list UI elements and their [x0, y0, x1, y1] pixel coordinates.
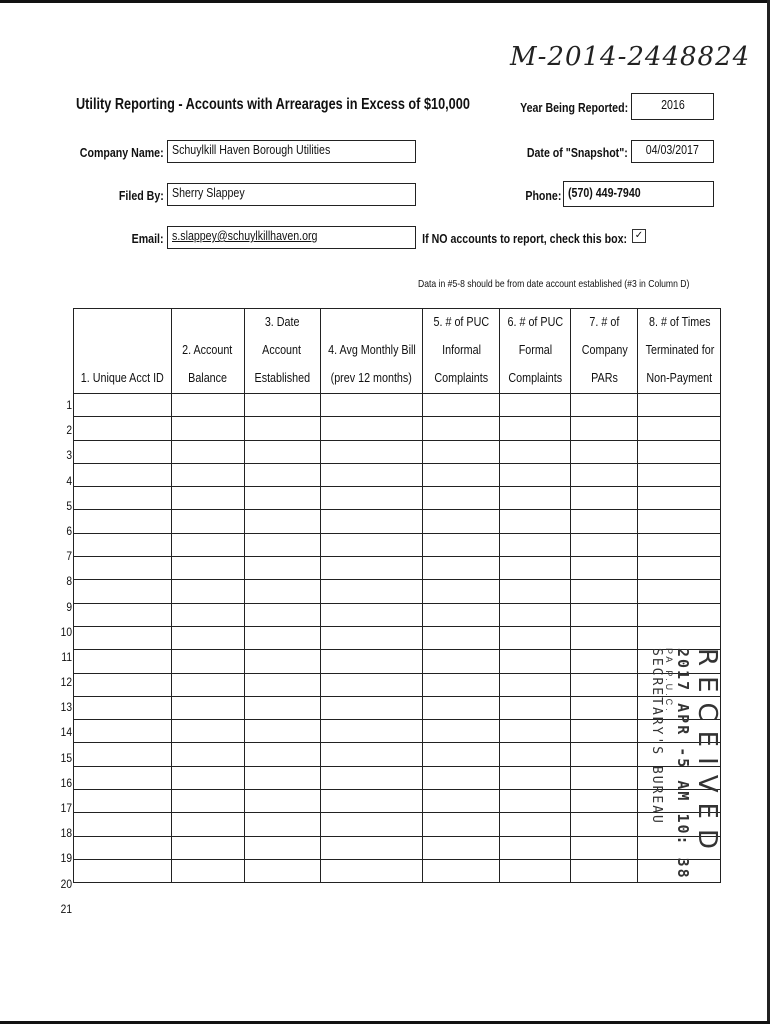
table-cell[interactable] [571, 626, 638, 649]
table-cell[interactable] [171, 463, 244, 486]
table-row [74, 557, 721, 580]
column-header-line: 7. # of [589, 315, 620, 329]
handwritten-docket-number: M-2014-2448824 [510, 42, 751, 72]
table-cell[interactable] [171, 394, 244, 417]
table-cell[interactable] [500, 557, 571, 580]
row-number: 19 [60, 851, 72, 866]
row-number: 4 [66, 473, 72, 488]
row-number: 21 [60, 901, 72, 916]
column-header-1 [74, 309, 172, 394]
row-number: 20 [60, 876, 72, 891]
table-cell[interactable] [638, 626, 721, 649]
table-cell[interactable] [244, 394, 320, 417]
table-cell[interactable] [320, 463, 423, 486]
table-cell[interactable] [423, 557, 500, 580]
table-cell[interactable] [320, 510, 423, 533]
table-cell[interactable] [74, 603, 172, 626]
table-cell[interactable] [571, 603, 638, 626]
row-number: 12 [60, 675, 72, 690]
table-cell[interactable] [423, 463, 500, 486]
company-name-field[interactable]: Schuylkill Haven Borough Utilities [167, 140, 416, 163]
column-header-line: 4. Avg Monthly Bill [327, 343, 416, 357]
year-field[interactable]: 2016 [631, 93, 714, 120]
table-cell[interactable] [500, 790, 571, 813]
table-cell[interactable] [320, 743, 423, 766]
table-cell[interactable] [423, 440, 500, 463]
table-cell[interactable] [244, 417, 320, 440]
checkmark-icon: ✓ [634, 230, 644, 241]
table-cell[interactable] [423, 650, 500, 673]
row-number-column [56, 391, 72, 920]
table-cell[interactable] [500, 510, 571, 533]
column-header-8 [638, 309, 721, 394]
table-cell[interactable] [423, 394, 500, 417]
company-name-label: Company Name: [80, 146, 164, 160]
stamp-received-text: RECEIVED [692, 648, 722, 859]
table-row [74, 463, 721, 486]
table-cell[interactable] [320, 533, 423, 556]
table-cell[interactable] [500, 650, 571, 673]
table-cell[interactable] [244, 859, 320, 882]
table-cell[interactable] [171, 720, 244, 743]
table-cell[interactable] [320, 766, 423, 789]
table-cell[interactable] [423, 859, 500, 882]
table-cell[interactable] [320, 673, 423, 696]
table-cell[interactable] [320, 859, 423, 882]
table-cell[interactable] [571, 394, 638, 417]
page-top-edge [0, 0, 770, 3]
table-cell[interactable] [500, 813, 571, 836]
table-cell[interactable] [171, 580, 244, 603]
table-cell[interactable] [244, 673, 320, 696]
phone-field[interactable]: (570) 449-7940 [563, 181, 714, 207]
table-cell[interactable] [320, 487, 423, 510]
column-header-line: Complaints [508, 371, 563, 385]
table-cell[interactable] [638, 510, 721, 533]
table-cell[interactable] [171, 603, 244, 626]
table-cell[interactable] [74, 743, 172, 766]
table-cell[interactable] [320, 650, 423, 673]
table-cell[interactable] [638, 487, 721, 510]
table-cell[interactable] [171, 790, 244, 813]
column-header-line: PARs [591, 371, 618, 385]
table-cell[interactable] [571, 510, 638, 533]
table-cell[interactable] [244, 557, 320, 580]
table-cell[interactable] [500, 533, 571, 556]
table-cell[interactable] [171, 417, 244, 440]
table-cell[interactable] [320, 626, 423, 649]
table-cell[interactable] [171, 626, 244, 649]
table-cell[interactable] [320, 557, 423, 580]
table-cell[interactable] [500, 417, 571, 440]
table-cell[interactable] [320, 720, 423, 743]
stamp-agency-text: PA P.U.C. [664, 648, 674, 714]
row-number: 10 [60, 624, 72, 639]
table-row [74, 394, 721, 417]
table-cell[interactable] [171, 533, 244, 556]
table-cell[interactable] [171, 813, 244, 836]
table-cell[interactable] [171, 487, 244, 510]
row-number: 15 [60, 750, 72, 765]
column-header-line: Account [262, 343, 302, 357]
table-cell[interactable] [500, 766, 571, 789]
snapshot-date-field[interactable]: 04/03/2017 [631, 140, 714, 163]
table-cell[interactable] [638, 463, 721, 486]
column-header-7 [571, 309, 638, 394]
table-cell[interactable] [171, 859, 244, 882]
table-cell[interactable] [74, 510, 172, 533]
row-number: 16 [60, 775, 72, 790]
table-cell[interactable] [244, 743, 320, 766]
table-cell[interactable] [244, 650, 320, 673]
table-cell[interactable] [423, 766, 500, 789]
table-cell[interactable] [74, 626, 172, 649]
table-cell[interactable] [571, 580, 638, 603]
table-cell[interactable] [244, 720, 320, 743]
column-header-line: 3. Date [264, 315, 300, 329]
table-cell[interactable] [638, 557, 721, 580]
table-cell[interactable] [320, 813, 423, 836]
table-cell[interactable] [571, 417, 638, 440]
column-header-line: Balance [188, 371, 228, 385]
table-cell[interactable] [423, 720, 500, 743]
table-cell[interactable] [171, 510, 244, 533]
table-cell[interactable] [74, 580, 172, 603]
table-cell[interactable] [638, 417, 721, 440]
table-cell[interactable] [320, 417, 423, 440]
table-cell[interactable] [244, 463, 320, 486]
column-header-4 [320, 309, 423, 394]
year-label: Year Being Reported: [519, 101, 628, 115]
table-cell[interactable] [74, 720, 172, 743]
table-cell[interactable] [244, 766, 320, 789]
table-cell[interactable] [244, 813, 320, 836]
table-cell[interactable] [571, 463, 638, 486]
column-header-line: 8. # of Times [648, 315, 711, 329]
table-cell[interactable] [74, 696, 172, 719]
column-header-6 [500, 309, 571, 394]
table-cell[interactable] [74, 394, 172, 417]
table-cell[interactable] [638, 580, 721, 603]
table-cell[interactable] [638, 440, 721, 463]
row-number: 2 [66, 423, 72, 438]
table-cell[interactable] [423, 487, 500, 510]
table-cell[interactable] [244, 603, 320, 626]
table-row [74, 603, 721, 626]
table-cell[interactable] [320, 603, 423, 626]
table-cell[interactable] [500, 580, 571, 603]
table-cell[interactable] [171, 673, 244, 696]
snapshot-date-label: Date of "Snapshot": [527, 146, 628, 160]
row-number: 17 [60, 801, 72, 815]
row-number: 9 [66, 599, 72, 614]
column-header-line: 1. Unique Acct ID [80, 371, 164, 385]
column-header-line: 5. # of PUC [433, 315, 490, 329]
table-cell[interactable] [320, 580, 423, 603]
table-row [74, 487, 721, 510]
table-cell[interactable] [244, 696, 320, 719]
column-header-line: 2. Account [182, 343, 233, 357]
table-cell[interactable] [320, 790, 423, 813]
table-cell[interactable] [500, 603, 571, 626]
table-cell[interactable] [571, 533, 638, 556]
table-cell[interactable] [171, 766, 244, 789]
table-row [74, 580, 721, 603]
table-cell[interactable] [74, 557, 172, 580]
table-cell[interactable] [320, 836, 423, 859]
table-cell[interactable] [423, 673, 500, 696]
table-cell[interactable] [171, 743, 244, 766]
stamp-date-text: 2017 APR -5 AM 10: 38 [674, 648, 692, 880]
table-cell[interactable] [171, 650, 244, 673]
table-cell[interactable] [500, 720, 571, 743]
table-cell[interactable] [74, 487, 172, 510]
column-header-line: Terminated for [645, 343, 714, 357]
table-cell[interactable] [244, 487, 320, 510]
table-cell[interactable] [500, 463, 571, 486]
column-header-line: 6. # of PUC [507, 315, 564, 329]
table-cell[interactable] [320, 440, 423, 463]
row-number: 8 [66, 574, 72, 589]
column-header-line: Company [581, 343, 628, 357]
table-cell[interactable] [171, 836, 244, 859]
table-cell[interactable] [423, 417, 500, 440]
table-cell[interactable] [423, 836, 500, 859]
phone-label: Phone: [524, 189, 561, 203]
row-number: 7 [66, 549, 72, 564]
table-cell[interactable] [244, 626, 320, 649]
table-cell[interactable] [74, 417, 172, 440]
table-cell[interactable] [500, 673, 571, 696]
table-cell[interactable] [500, 859, 571, 882]
column-header-5 [423, 309, 500, 394]
table-cell[interactable] [74, 440, 172, 463]
column-header-line: Informal [442, 343, 481, 357]
table-cell[interactable] [320, 394, 423, 417]
table-cell[interactable] [74, 673, 172, 696]
table-cell[interactable] [500, 440, 571, 463]
table-cell[interactable] [171, 440, 244, 463]
table-cell[interactable] [500, 394, 571, 417]
column-header-3 [244, 309, 320, 394]
table-cell[interactable] [74, 533, 172, 556]
table-row [74, 510, 721, 533]
row-number: 5 [66, 498, 72, 513]
row-number: 6 [66, 523, 72, 538]
table-cell[interactable] [638, 394, 721, 417]
received-stamp [620, 648, 722, 880]
table-cell[interactable] [638, 533, 721, 556]
table-cell[interactable] [500, 487, 571, 510]
table-cell[interactable] [423, 743, 500, 766]
row-number: 1 [66, 398, 72, 412]
no-accounts-checkbox[interactable] [632, 229, 646, 243]
table-cell[interactable] [74, 836, 172, 859]
table-cell[interactable] [171, 557, 244, 580]
column-header-line: Non-Payment [646, 371, 713, 385]
table-cell[interactable] [74, 790, 172, 813]
column-header-line: (prev 12 months) [330, 371, 413, 385]
row-number: 14 [60, 725, 72, 740]
table-cell[interactable] [171, 696, 244, 719]
table-cell[interactable] [638, 603, 721, 626]
row-number: 13 [60, 700, 72, 715]
row-number: 11 [61, 649, 72, 664]
data-instruction-note: Data in #5-8 should be from date account established (#3 in Column D) [418, 278, 690, 290]
table-header-row [74, 309, 721, 394]
email-field[interactable]: s.slappey@schuylkillhaven.org [167, 226, 416, 249]
table-cell[interactable] [74, 859, 172, 882]
filed-by-field[interactable]: Sherry Slappey [167, 183, 416, 206]
table-cell[interactable] [571, 487, 638, 510]
filed-by-label: Filed By: [119, 189, 164, 203]
table-cell[interactable] [423, 603, 500, 626]
table-row [74, 533, 721, 556]
table-cell[interactable] [423, 580, 500, 603]
table-cell[interactable] [320, 696, 423, 719]
table-cell[interactable] [244, 440, 320, 463]
table-row [74, 417, 721, 440]
column-header-line: Established [254, 371, 310, 385]
table-cell[interactable] [244, 510, 320, 533]
table-cell[interactable] [571, 859, 638, 882]
column-header-2 [171, 309, 244, 394]
table-row [74, 859, 721, 882]
table-cell[interactable] [244, 836, 320, 859]
table-cell[interactable] [500, 626, 571, 649]
table-cell[interactable] [74, 463, 172, 486]
table-cell[interactable] [244, 790, 320, 813]
column-header-line: Formal [518, 343, 553, 357]
table-cell[interactable] [423, 790, 500, 813]
table-cell[interactable] [423, 510, 500, 533]
table-cell[interactable] [74, 650, 172, 673]
table-cell[interactable] [423, 533, 500, 556]
table-cell[interactable] [500, 836, 571, 859]
table-cell[interactable] [500, 743, 571, 766]
table-cell[interactable] [74, 813, 172, 836]
table-cell[interactable] [423, 626, 500, 649]
table-cell[interactable] [500, 696, 571, 719]
table-cell[interactable] [571, 557, 638, 580]
column-header-line: Complaints [434, 371, 489, 385]
row-number: 18 [60, 826, 72, 841]
table-cell[interactable] [423, 696, 500, 719]
form-title: Utility Reporting - Accounts with Arrearages in Excess of $10,000 [76, 96, 470, 113]
no-accounts-label: If NO accounts to report, check this box: [422, 232, 627, 246]
email-label: Email: [132, 232, 164, 246]
table-cell[interactable] [244, 533, 320, 556]
table-row [74, 440, 721, 463]
row-number: 3 [66, 448, 72, 463]
table-row [74, 626, 721, 649]
table-cell[interactable] [423, 813, 500, 836]
table-cell[interactable] [571, 440, 638, 463]
stamp-bureau-text: SECRETARY'S BUREAU [649, 648, 664, 825]
table-cell[interactable] [74, 766, 172, 789]
table-cell[interactable] [244, 580, 320, 603]
